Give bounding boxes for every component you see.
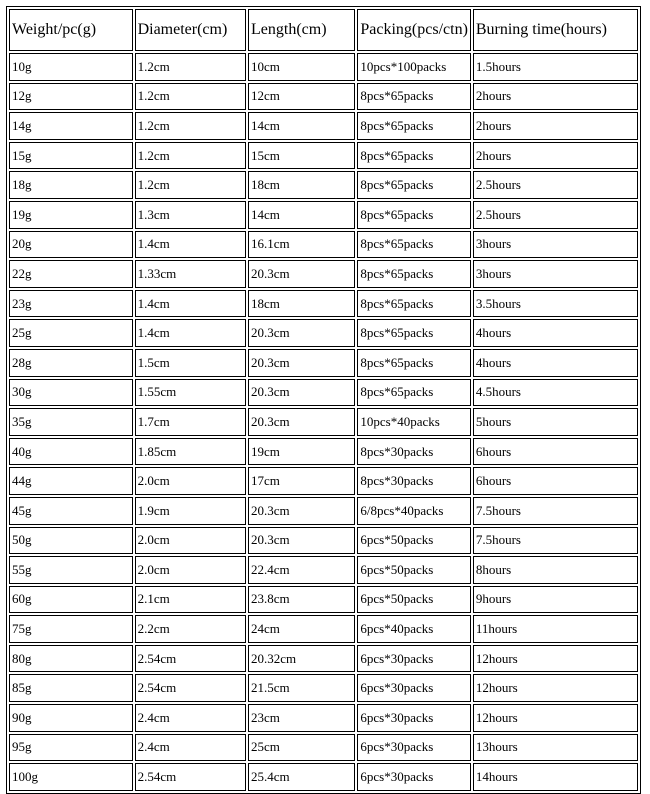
table-row bbox=[9, 497, 638, 525]
weight-cell: 90g bbox=[9, 704, 133, 732]
table-row bbox=[9, 201, 638, 229]
burning-time-cell: 4hours bbox=[473, 319, 638, 347]
weight-cell: 80g bbox=[9, 645, 133, 673]
candle-spec-table bbox=[6, 6, 641, 794]
burning-time-cell: 2.5hours bbox=[473, 201, 638, 229]
weight-cell: 85g bbox=[9, 674, 133, 702]
table-row bbox=[9, 556, 638, 584]
burning-time-cell: 7.5hours bbox=[473, 497, 638, 525]
diameter-cell: 2.2cm bbox=[135, 615, 246, 643]
table-row bbox=[9, 290, 638, 318]
length-cell: 22.4cm bbox=[248, 556, 355, 584]
packing-cell: 8pcs*65packs bbox=[357, 231, 470, 259]
length-cell: 15cm bbox=[248, 142, 355, 170]
burning-time-cell: 4hours bbox=[473, 349, 638, 377]
weight-cell: 22g bbox=[9, 260, 133, 288]
table-row bbox=[9, 83, 638, 111]
packing-cell: 8pcs*65packs bbox=[357, 83, 470, 111]
table-row bbox=[9, 586, 638, 614]
length-cell: 20.3cm bbox=[248, 497, 355, 525]
packing-cell: 8pcs*65packs bbox=[357, 201, 470, 229]
burning-time-cell: 4.5hours bbox=[473, 379, 638, 407]
packing-cell: 6pcs*30packs bbox=[357, 704, 470, 732]
burning-time-cell: 1.5hours bbox=[473, 53, 638, 81]
table-row bbox=[9, 408, 638, 436]
diameter-cell: 1.4cm bbox=[135, 290, 246, 318]
weight-cell: 14g bbox=[9, 112, 133, 140]
length-cell: 17cm bbox=[248, 467, 355, 495]
diameter-cell: 2.4cm bbox=[135, 704, 246, 732]
burning-time-cell: 2hours bbox=[473, 83, 638, 111]
diameter-cell: 2.54cm bbox=[135, 674, 246, 702]
length-cell: 14cm bbox=[248, 201, 355, 229]
weight-cell: 30g bbox=[9, 379, 133, 407]
diameter-cell: 2.54cm bbox=[135, 763, 246, 791]
table-row bbox=[9, 763, 638, 791]
weight-cell: 95g bbox=[9, 734, 133, 762]
table-row bbox=[9, 142, 638, 170]
diameter-cell: 1.2cm bbox=[135, 83, 246, 111]
packing-cell: 6/8pcs*40packs bbox=[357, 497, 470, 525]
burning-time-cell: 6hours bbox=[473, 467, 638, 495]
diameter-cell: 1.2cm bbox=[135, 112, 246, 140]
packing-cell: 10pcs*100packs bbox=[357, 53, 470, 81]
weight-cell: 60g bbox=[9, 586, 133, 614]
burning-time-cell: 6hours bbox=[473, 438, 638, 466]
diameter-cell: 1.9cm bbox=[135, 497, 246, 525]
diameter-cell: 1.4cm bbox=[135, 231, 246, 259]
packing-cell: 8pcs*65packs bbox=[357, 379, 470, 407]
burning-time-cell: 12hours bbox=[473, 704, 638, 732]
packing-cell: 6pcs*50packs bbox=[357, 556, 470, 584]
table-row bbox=[9, 171, 638, 199]
diameter-cell: 2.0cm bbox=[135, 527, 246, 555]
table-row bbox=[9, 674, 638, 702]
burning-time-cell: 2hours bbox=[473, 112, 638, 140]
diameter-cell: 1.33cm bbox=[135, 260, 246, 288]
burning-time-cell: 2.5hours bbox=[473, 171, 638, 199]
table-row bbox=[9, 467, 638, 495]
length-cell: 18cm bbox=[248, 290, 355, 318]
diameter-cell: 2.54cm bbox=[135, 645, 246, 673]
burning-time-cell: 3.5hours bbox=[473, 290, 638, 318]
length-cell: 23.8cm bbox=[248, 586, 355, 614]
table-row bbox=[9, 704, 638, 732]
weight-cell: 23g bbox=[9, 290, 133, 318]
diameter-cell: 2.0cm bbox=[135, 467, 246, 495]
weight-cell: 40g bbox=[9, 438, 133, 466]
length-cell: 25cm bbox=[248, 734, 355, 762]
packing-cell: 8pcs*30packs bbox=[357, 467, 470, 495]
burning-time-cell: 13hours bbox=[473, 734, 638, 762]
diameter-cell: 2.4cm bbox=[135, 734, 246, 762]
burning-time-cell: 7.5hours bbox=[473, 527, 638, 555]
length-cell: 19cm bbox=[248, 438, 355, 466]
diameter-cell: 1.2cm bbox=[135, 171, 246, 199]
weight-cell: 55g bbox=[9, 556, 133, 584]
diameter-cell: 1.7cm bbox=[135, 408, 246, 436]
length-cell: 20.3cm bbox=[248, 527, 355, 555]
length-cell: 18cm bbox=[248, 171, 355, 199]
weight-cell: 35g bbox=[9, 408, 133, 436]
burning-time-cell: 3hours bbox=[473, 231, 638, 259]
packing-cell: 6pcs*30packs bbox=[357, 763, 470, 791]
header-row bbox=[9, 9, 638, 51]
diameter-cell: 1.4cm bbox=[135, 319, 246, 347]
length-cell: 20.3cm bbox=[248, 349, 355, 377]
length-cell: 10cm bbox=[248, 53, 355, 81]
diameter-cell: 1.2cm bbox=[135, 53, 246, 81]
table-row bbox=[9, 379, 638, 407]
weight-cell: 19g bbox=[9, 201, 133, 229]
length-cell: 20.3cm bbox=[248, 408, 355, 436]
length-cell: 14cm bbox=[248, 112, 355, 140]
table-header bbox=[9, 9, 638, 51]
weight-cell: 28g bbox=[9, 349, 133, 377]
diameter-cell: 2.1cm bbox=[135, 586, 246, 614]
header-length: Length(cm) bbox=[248, 9, 355, 51]
diameter-cell: 1.85cm bbox=[135, 438, 246, 466]
packing-cell: 8pcs*30packs bbox=[357, 438, 470, 466]
table-row bbox=[9, 645, 638, 673]
burning-time-cell: 11hours bbox=[473, 615, 638, 643]
weight-cell: 100g bbox=[9, 763, 133, 791]
weight-cell: 15g bbox=[9, 142, 133, 170]
packing-cell: 6pcs*50packs bbox=[357, 586, 470, 614]
table-row bbox=[9, 734, 638, 762]
burning-time-cell: 9hours bbox=[473, 586, 638, 614]
burning-time-cell: 3hours bbox=[473, 260, 638, 288]
diameter-cell: 1.2cm bbox=[135, 142, 246, 170]
packing-cell: 10pcs*40packs bbox=[357, 408, 470, 436]
weight-cell: 10g bbox=[9, 53, 133, 81]
packing-cell: 6pcs*30packs bbox=[357, 734, 470, 762]
burning-time-cell: 14hours bbox=[473, 763, 638, 791]
packing-cell: 6pcs*30packs bbox=[357, 645, 470, 673]
weight-cell: 12g bbox=[9, 83, 133, 111]
packing-cell: 8pcs*65packs bbox=[357, 260, 470, 288]
length-cell: 21.5cm bbox=[248, 674, 355, 702]
length-cell: 20.32cm bbox=[248, 645, 355, 673]
diameter-cell: 1.3cm bbox=[135, 201, 246, 229]
table-row bbox=[9, 112, 638, 140]
header-diameter: Diameter(cm) bbox=[135, 9, 246, 51]
header-weight: Weight/pc(g) bbox=[9, 9, 133, 51]
weight-cell: 44g bbox=[9, 467, 133, 495]
packing-cell: 8pcs*65packs bbox=[357, 290, 470, 318]
length-cell: 24cm bbox=[248, 615, 355, 643]
weight-cell: 45g bbox=[9, 497, 133, 525]
diameter-cell: 1.55cm bbox=[135, 379, 246, 407]
diameter-cell: 2.0cm bbox=[135, 556, 246, 584]
packing-cell: 6pcs*30packs bbox=[357, 674, 470, 702]
table-row bbox=[9, 349, 638, 377]
length-cell: 20.3cm bbox=[248, 379, 355, 407]
length-cell: 20.3cm bbox=[248, 319, 355, 347]
header-packing: Packing(pcs/ctn) bbox=[357, 9, 470, 51]
length-cell: 16.1cm bbox=[248, 231, 355, 259]
length-cell: 23cm bbox=[248, 704, 355, 732]
burning-time-cell: 8hours bbox=[473, 556, 638, 584]
packing-cell: 8pcs*65packs bbox=[357, 349, 470, 377]
length-cell: 25.4cm bbox=[248, 763, 355, 791]
burning-time-cell: 12hours bbox=[473, 645, 638, 673]
table-row bbox=[9, 615, 638, 643]
packing-cell: 8pcs*65packs bbox=[357, 142, 470, 170]
diameter-cell: 1.5cm bbox=[135, 349, 246, 377]
weight-cell: 75g bbox=[9, 615, 133, 643]
packing-cell: 6pcs*50packs bbox=[357, 527, 470, 555]
table-row bbox=[9, 260, 638, 288]
weight-cell: 18g bbox=[9, 171, 133, 199]
weight-cell: 20g bbox=[9, 231, 133, 259]
table-row bbox=[9, 438, 638, 466]
burning-time-cell: 2hours bbox=[473, 142, 638, 170]
length-cell: 20.3cm bbox=[248, 260, 355, 288]
table-row bbox=[9, 527, 638, 555]
table-body bbox=[9, 53, 638, 791]
length-cell: 12cm bbox=[248, 83, 355, 111]
weight-cell: 50g bbox=[9, 527, 133, 555]
header-burning-time: Burning time(hours) bbox=[473, 9, 638, 51]
table-row bbox=[9, 231, 638, 259]
table-row bbox=[9, 319, 638, 347]
packing-cell: 6pcs*40packs bbox=[357, 615, 470, 643]
packing-cell: 8pcs*65packs bbox=[357, 171, 470, 199]
burning-time-cell: 12hours bbox=[473, 674, 638, 702]
weight-cell: 25g bbox=[9, 319, 133, 347]
table-row bbox=[9, 53, 638, 81]
packing-cell: 8pcs*65packs bbox=[357, 319, 470, 347]
packing-cell: 8pcs*65packs bbox=[357, 112, 470, 140]
burning-time-cell: 5hours bbox=[473, 408, 638, 436]
